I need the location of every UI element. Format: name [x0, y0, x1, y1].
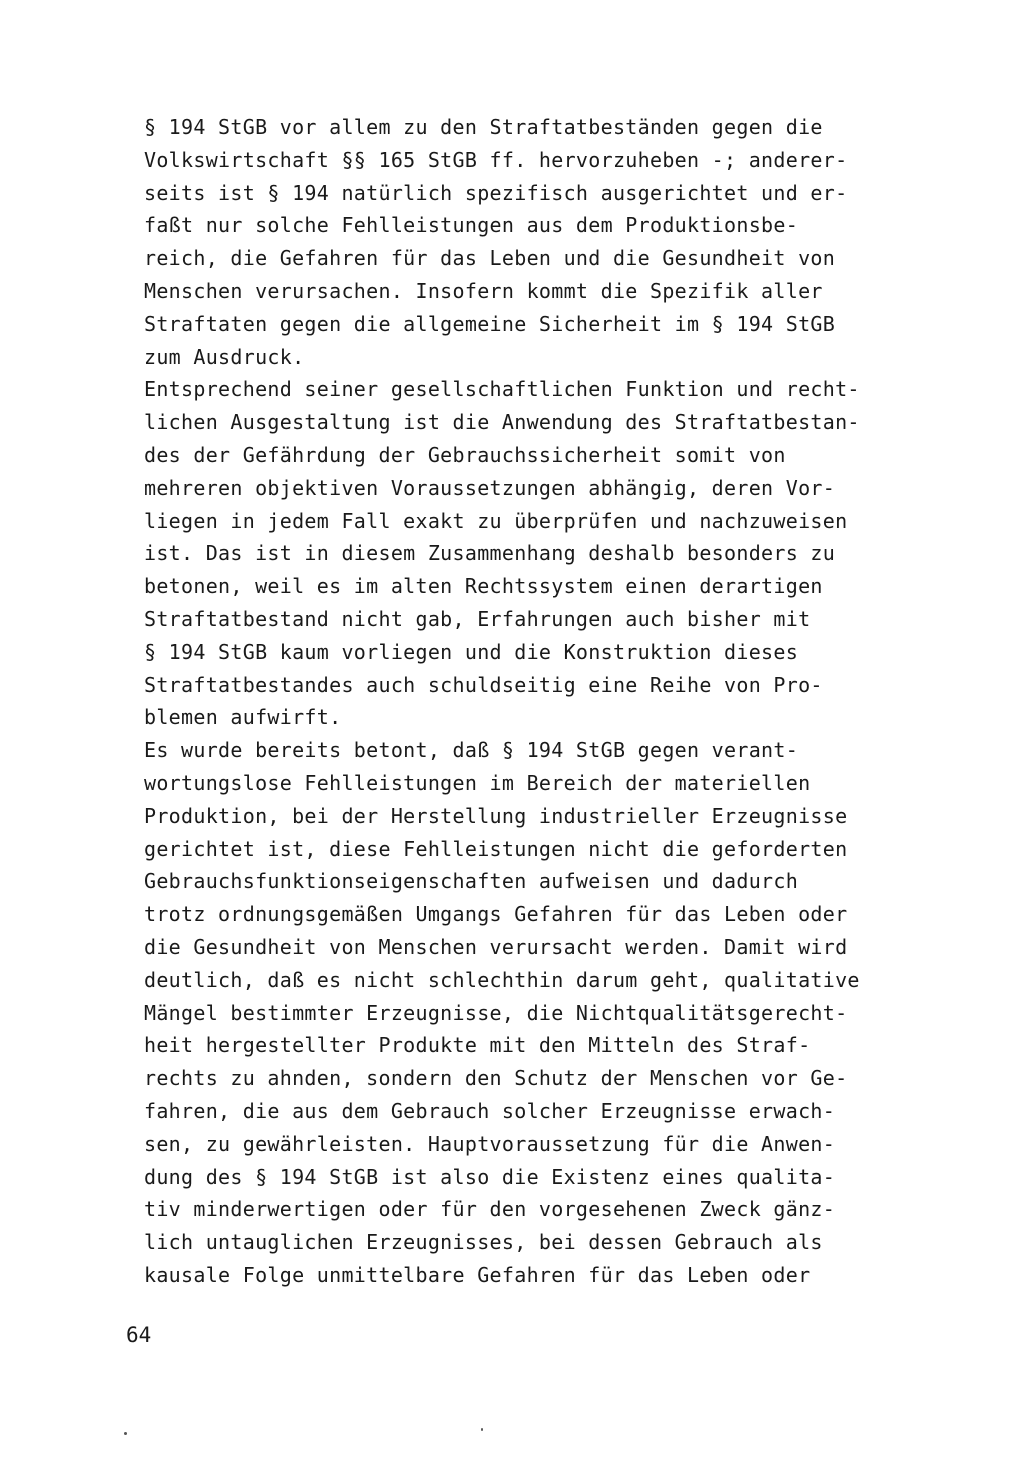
text-line: § 194 StGB vor allem zu den Straftatbeständen gegen die [144, 115, 823, 139]
text-line: Gebrauchsfunktionseigenschaften aufweisen und dadurch [144, 869, 799, 894]
text-line: tiv minderwertigen oder für den vorgesehenen Zweck gänz- [144, 1197, 836, 1222]
text-line: ist. Das ist in diesem Zusammenhang deshalb besonders zu [144, 541, 836, 566]
text-line: faßt nur solche Fehlleistungen aus dem Produktionsbe- [144, 213, 799, 238]
text-line: Volkswirtschaft §§ 165 StGB ff. hervorzuheben -; anderer- [144, 147, 848, 172]
text-line: gerichtet ist, diese Fehlleistungen nicht die geforderten [144, 836, 848, 861]
text-line: fahren, die aus dem Gebrauch solcher Erzeugnisse erwach- [144, 1098, 836, 1123]
text-line: dung des § 194 StGB ist also die Existenz eines qualita- [144, 1164, 836, 1189]
text-line: kausale Folge unmittelbare Gefahren für das Leben oder [144, 1262, 811, 1287]
text-line: Straftaten gegen die allgemeine Sicherheit im § 194 StGB [144, 311, 836, 336]
text-line: des der Gefährdung der Gebrauchssicherheit somit von [144, 442, 786, 467]
text-line: trotz ordnungsgemäßen Umgangs Gefahren für das Leben oder [144, 902, 848, 927]
text-line: zum Ausdruck. [144, 344, 305, 369]
text-line: liegen in jedem Fall exakt zu überprüfen und nachzuweisen [144, 508, 848, 533]
text-line: reich, die Gefahren für das Leben und die Gesundheit von [144, 246, 836, 271]
text-line: Straftatbestandes auch schuldseitig eine Reihe von Pro- [144, 672, 823, 697]
text-line: blemen aufwirft. [144, 705, 342, 730]
text-line: lich untauglichen Erzeugnisses, bei dessen Gebrauch als [144, 1230, 823, 1255]
text-line: deutlich, daß es nicht schlechthin darum geht, qualitative [144, 967, 860, 992]
text-line: sen, zu gewährleisten. Hauptvoraussetzung für die Anwen- [144, 1131, 836, 1156]
text-line: Mängel bestimmter Erzeugnisse, die Nichtqualitätsgerecht- [144, 1000, 848, 1025]
text-line: rechts zu ahnden, sondern den Schutz der Menschen vor Ge- [144, 1066, 848, 1091]
text-line: § 194 StGB kaum vorliegen und die Konstruktion dieses [144, 639, 799, 664]
text-line: heit hergestellter Produkte mit den Mitteln des Straf- [144, 1033, 811, 1058]
text-line: betonen, weil es im alten Rechtssystem einen derartigen [144, 574, 823, 599]
text-line: Entsprechend seiner gesellschaftlichen Funktion und recht- [144, 377, 860, 402]
text-line: die Gesundheit von Menschen verursacht werden. Damit wird [144, 934, 848, 959]
text-line: wortungslose Fehlleistungen im Bereich der materiellen [144, 770, 811, 795]
text-line: Produktion, bei der Herstellung industrieller Erzeugnisse [144, 803, 848, 828]
body-text [144, 111, 934, 1292]
scan-speck [481, 1428, 483, 1431]
scan-speck [124, 1432, 127, 1435]
text-line: mehreren objektiven Voraussetzungen abhängig, deren Vor- [144, 475, 836, 500]
text-line: lichen Ausgestaltung ist die Anwendung des Straftatbestan- [144, 410, 860, 435]
page-number: 64 [126, 1323, 152, 1347]
text-line: Menschen verursachen. Insofern kommt die Spezifik aller [144, 278, 823, 303]
text-line: Es wurde bereits betont, daß § 194 StGB gegen verant- [144, 738, 799, 763]
text-line: Straftatbestand nicht gab, Erfahrungen auch bisher mit [144, 606, 811, 631]
text-line: seits ist § 194 natürlich spezifisch ausgerichtet und er- [144, 180, 848, 205]
